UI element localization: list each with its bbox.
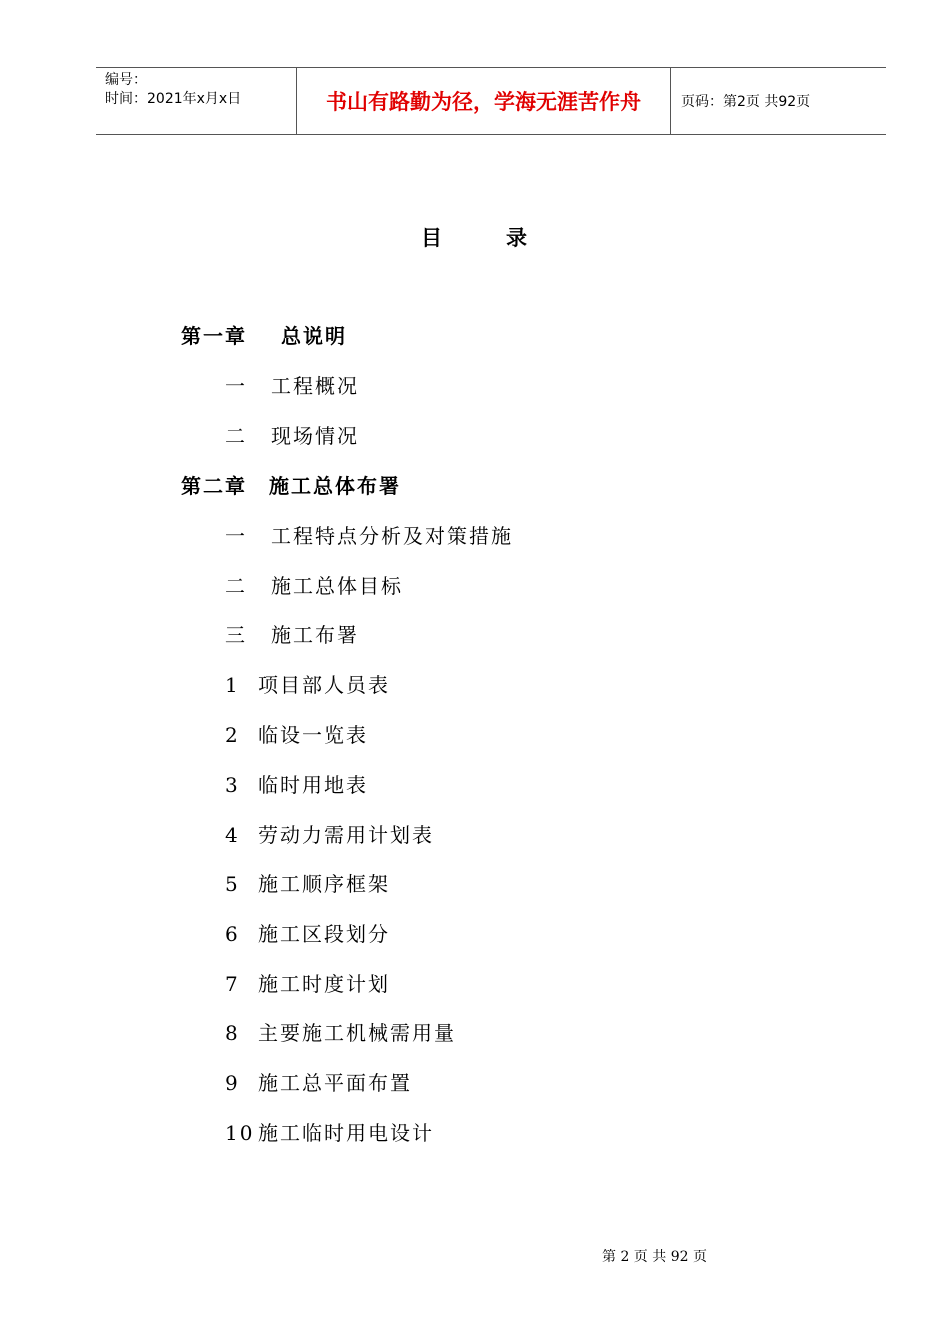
- toc-title: [0, 222, 950, 252]
- toc-subsection-title: 主要施工机械需用量: [258, 1021, 456, 1045]
- toc-subsection-title: 施工总平面布置: [258, 1071, 412, 1095]
- toc-section-title: 现场情况: [271, 424, 359, 448]
- toc-subsection[interactable]: [225, 769, 368, 798]
- toc-chapter-title: 施工总体布署: [269, 474, 401, 498]
- toc-subsection[interactable]: [225, 1067, 412, 1096]
- toc-subsection-title: 临设一览表: [258, 723, 368, 747]
- toc-subsection-number: 1: [225, 673, 240, 697]
- toc-subsection-title: 施工顺序框架: [258, 872, 390, 896]
- header-motto: 书山有路勤为径，学海无涯苦作舟: [297, 68, 671, 134]
- toc-subsection[interactable]: [225, 819, 434, 848]
- toc-subsection-number: 5: [225, 872, 240, 896]
- toc-section-number: 二: [225, 574, 247, 598]
- toc-subsection-title: 临时用地表: [258, 773, 368, 797]
- toc-section-number: 一: [225, 524, 247, 548]
- toc-subsection-number: 7: [225, 972, 240, 996]
- toc-section-title: 施工布署: [271, 623, 359, 647]
- toc-section[interactable]: [225, 570, 403, 599]
- toc-subsection-number: 6: [225, 922, 240, 946]
- toc-section-number: 二: [225, 424, 247, 448]
- toc-subsection-number: 10: [225, 1121, 255, 1145]
- toc-section-number: 一: [225, 374, 247, 398]
- toc-section[interactable]: [225, 420, 359, 449]
- toc-title-left: 目: [421, 225, 444, 250]
- toc-subsection[interactable]: [225, 868, 390, 897]
- toc-subsection[interactable]: [225, 719, 368, 748]
- toc-section-title: 施工总体目标: [271, 574, 403, 598]
- document-time-label: 时间：2021年x月x日: [105, 91, 242, 107]
- toc-subsection-title: 劳动力需用计划表: [258, 823, 434, 847]
- toc-section[interactable]: [225, 520, 513, 549]
- toc-subsection-number: 4: [225, 823, 240, 847]
- toc-subsection[interactable]: [225, 918, 390, 947]
- header-meta: [96, 68, 297, 134]
- header-page-label: 页码：第2页 共92页: [681, 94, 811, 110]
- page-header: [96, 67, 886, 135]
- document-number-label: 编号：: [105, 72, 147, 88]
- toc-chapter-number: 第一章: [181, 324, 247, 348]
- toc-chapter[interactable]: [181, 470, 401, 499]
- toc-subsection-number: 3: [225, 773, 240, 797]
- toc-section[interactable]: [225, 619, 359, 648]
- toc-section[interactable]: [225, 370, 359, 399]
- page-footer: 第 2 页 共 92 页: [602, 1249, 707, 1265]
- toc-subsection-title: 施工时度计划: [258, 972, 390, 996]
- toc-chapter[interactable]: [181, 320, 347, 349]
- toc-section-number: 三: [225, 623, 247, 647]
- toc-subsection-title: 施工区段划分: [258, 922, 390, 946]
- toc-section-title: 工程特点分析及对策措施: [271, 524, 513, 548]
- toc-subsection[interactable]: [225, 669, 390, 698]
- toc-subsection[interactable]: [225, 968, 390, 997]
- toc-subsection-title: 项目部人员表: [258, 673, 390, 697]
- toc-subsection-number: 9: [225, 1071, 240, 1095]
- toc-subsection-number: 2: [225, 723, 240, 747]
- toc-subsection-title: 施工临时用电设计: [258, 1121, 434, 1145]
- toc-subsection[interactable]: [225, 1017, 456, 1046]
- toc-title-right: 录: [506, 225, 529, 250]
- toc-chapter-title: 总说明: [281, 324, 347, 348]
- toc-section-title: 工程概况: [271, 374, 359, 398]
- toc-chapter-number: 第二章: [181, 474, 247, 498]
- toc-subsection[interactable]: [225, 1117, 434, 1146]
- toc-subsection-number: 8: [225, 1021, 240, 1045]
